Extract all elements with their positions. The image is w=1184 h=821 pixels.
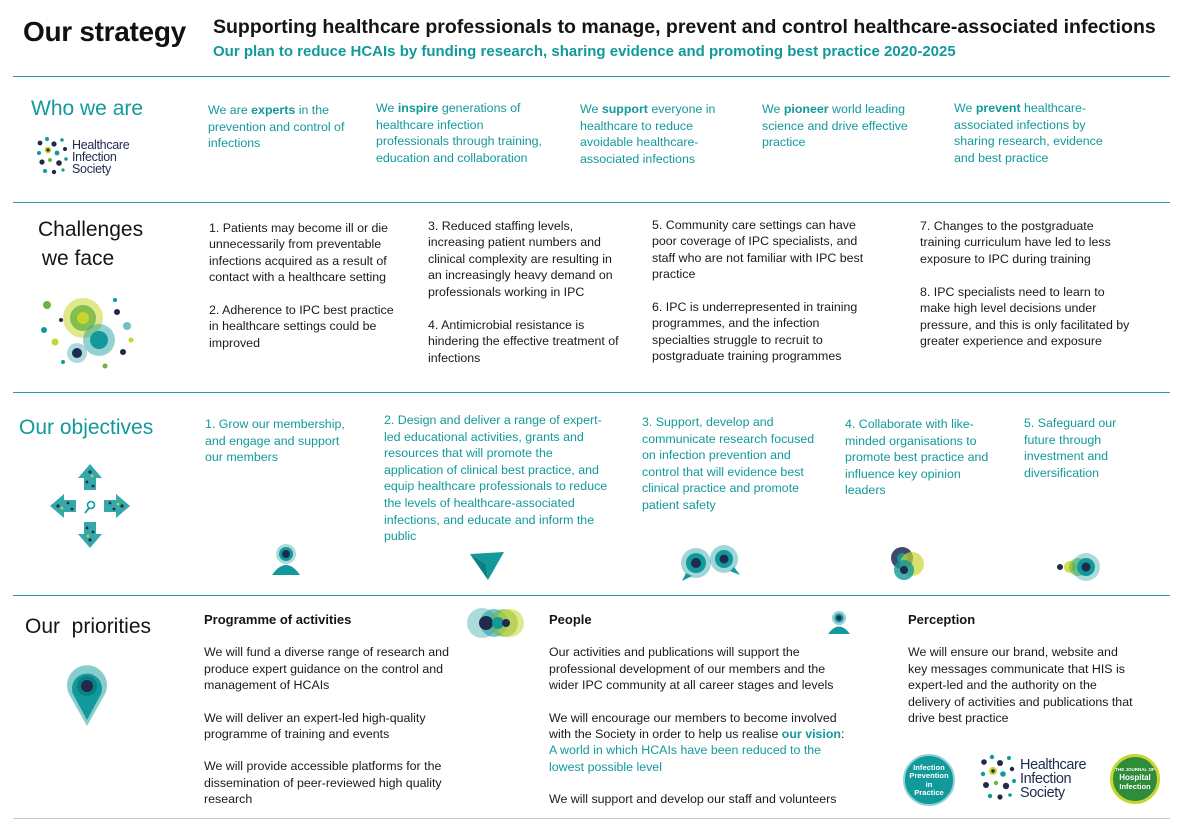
programme-title: Programme of activities	[204, 612, 352, 627]
send-arrow-icon	[468, 550, 508, 584]
challenge-item: 6. IPC is underrepresented in training programmes, and the infection specialties struggle to recruit to postgraduate training programmes	[652, 300, 858, 364]
challenge-item: 8. IPC specialists need to learn to make high level decisions under pressure, and this is only facilitated by greater experience and exposure	[920, 285, 1130, 349]
challenge-item: 4. Antimicrobial resistance is hindering the effective treatment of infections	[428, 318, 619, 365]
jhi-logo-text: THE JOURNAL OF	[1115, 767, 1155, 772]
his-logo-dots-icon	[35, 134, 71, 178]
people-column	[549, 612, 849, 808]
ipp-logo	[903, 754, 955, 806]
ipp-logo-text: Prevention	[909, 771, 949, 781]
his-footer-logo	[978, 752, 1094, 806]
people-para: Our activities and publications will support the professional development of our members and the wider IPC community at all career stages and levels	[549, 645, 834, 693]
perception-column	[908, 612, 1138, 726]
objective-item: 1. Grow our membership, and engage and support our members	[205, 417, 345, 465]
divider	[13, 76, 1170, 77]
who-item: We are experts in the prevention and control of infections	[208, 103, 345, 151]
divider	[13, 595, 1170, 596]
challenge-item: 7. Changes to the postgraduate training curriculum have led to less exposure to IPC during training	[920, 219, 1111, 266]
ipp-logo-text: Infection	[913, 763, 945, 772]
who-item: We inspire generations of healthcare infection professionals through training, education and collaboration	[376, 101, 542, 165]
logo-line: Society	[1020, 785, 1065, 801]
objective-item: 2. Design and deliver a range of expert-led educational activities, grants and resources that will promote the application of clinical best practice, and equip healthcare professionals to reduce the levels of healthcare-associated infections, and educate and inform the public	[384, 413, 608, 544]
divider	[13, 818, 1170, 819]
people-para: We will encourage our members to become involved with the Society in order to help us realise our vision: A world in which HCAIs have been reduced to the lowest possible level	[549, 710, 849, 776]
linked-circles-icon	[886, 546, 930, 582]
who-we-are-heading: Who we are	[31, 97, 144, 120]
challenge-item: 5. Community care settings can have poor coverage of IPC specialists, and staff who are not familiar with IPC best practice	[652, 218, 864, 282]
programme-para: We will provide accessible platforms for the dissemination of peer-reviewed high quality research	[204, 759, 442, 807]
priorities-heading: Our priorities	[25, 615, 152, 638]
jhi-logo-text: Infection	[1119, 782, 1151, 791]
logo-line: Infection	[72, 150, 117, 164]
divider	[13, 202, 1170, 203]
location-pin-icon	[64, 664, 110, 728]
challenge-item: 3. Reduced staffing levels, increasing patient numbers and clinical complexity are resulting in an increasingly heavy demand on professionals working in IPC	[428, 219, 613, 299]
who-item: We pioneer world leading science and drive effective practice	[762, 102, 908, 150]
programme-column	[204, 612, 464, 808]
objective-item: 5. Safeguard our future through investment and diversification	[1024, 416, 1117, 480]
challenges-heading-line: we face	[41, 247, 115, 270]
person-icon	[268, 543, 304, 577]
divider	[13, 392, 1170, 393]
ipp-logo-text: in	[925, 779, 933, 789]
programme-para: We will deliver an expert-led high-quality programme of training and events	[204, 710, 426, 742]
challenges-heading	[38, 215, 144, 273]
page-headline: Supporting healthcare professionals to manage, prevent and control healthcare-associated infections	[213, 16, 1156, 38]
objective-item: 4. Collaborate with like-minded organisations to promote best practice and influence key opinion leaders	[845, 417, 989, 498]
perception-para: We will ensure our brand, website and key messages communicate that HIS is expert-led and the authority on the delivery of activities and publications that drive best practice	[908, 645, 1133, 726]
logo-line: Infection	[1020, 771, 1072, 787]
his-logo	[35, 134, 145, 180]
objective-item: 3. Support, develop and communicate research focused on infection prevention and control that will evidence best clinical practice and promote patient safety	[642, 415, 815, 512]
objectives-heading: Our objectives	[19, 416, 154, 439]
who-item: We support everyone in healthcare to reduce avoidable healthcare-associated infections	[580, 102, 716, 166]
challenge-item: 2. Adherence to IPC best practice in healthcare settings could be improved	[209, 303, 394, 350]
who-item: We prevent healthcare-associated infections by sharing research, evidence and best practice	[954, 101, 1103, 165]
four-arrows-icon	[48, 462, 132, 550]
logo-line: Healthcare	[1020, 757, 1087, 773]
overlapping-circles-icon	[466, 606, 528, 640]
person-small-icon	[826, 610, 854, 636]
challenges-heading-line: Challenges	[38, 218, 144, 241]
programme-para: We will fund a diverse range of research and produce expert guidance on the control and management of HCAIs	[204, 645, 449, 693]
ipp-logo-text: Practice	[914, 788, 944, 798]
jhi-logo-text: Hospital	[1119, 773, 1151, 782]
chat-bubbles-icon	[678, 543, 746, 581]
page-subheadline: Our plan to reduce HCAIs by funding research, sharing evidence and promoting best practice 2020-2025	[213, 43, 956, 60]
people-title: People	[549, 612, 592, 627]
bubbles-icon	[35, 290, 145, 370]
trail-circles-icon	[1054, 551, 1104, 583]
his-logo-dots-icon	[978, 752, 1018, 804]
page-title: Our strategy	[23, 16, 186, 47]
people-para: We will support and develop our staff and volunteers	[549, 792, 837, 807]
jhi-logo	[1110, 754, 1160, 804]
logo-line: Healthcare	[72, 138, 130, 152]
challenge-item: 1. Patients may become ill or die unnecessarily from preventable infections acquired as a result of contact with a healthcare setting	[209, 221, 389, 285]
logo-line: Society	[72, 162, 111, 176]
vision-statement: A world in which HCAIs have been reduced to the lowest possible level	[549, 743, 822, 774]
perception-title: Perception	[908, 612, 976, 627]
